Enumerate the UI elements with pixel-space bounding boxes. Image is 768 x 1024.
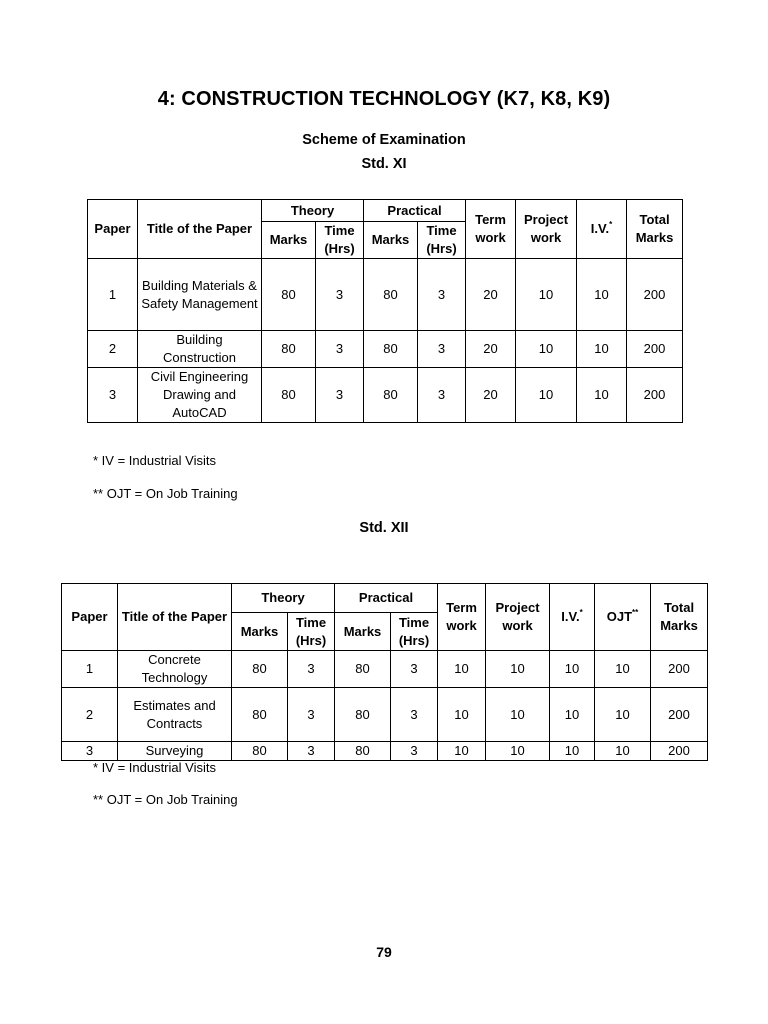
cell-iv: 10: [550, 651, 595, 688]
col-header-term-work: Term work: [438, 584, 486, 651]
cell-term-work: 10: [438, 651, 486, 688]
cell-iv: 10: [550, 742, 595, 761]
cell-iv: 10: [550, 688, 595, 742]
cell-project-work: 10: [516, 368, 577, 423]
col-header-theory: Theory: [262, 200, 364, 222]
page-title: 4: CONSTRUCTION TECHNOLOGY (K7, K8, K9): [157, 88, 611, 110]
cell-theory-time: 3: [316, 368, 364, 423]
cell-theory-time: 3: [316, 331, 364, 368]
std-xii-table: [61, 583, 708, 761]
std-xi-table: [87, 199, 683, 423]
cell-theory-time: 3: [316, 259, 364, 331]
table-row: [62, 651, 708, 688]
cell-theory-marks: 80: [232, 651, 288, 688]
col-header-practical-time: Time (Hrs): [418, 222, 466, 259]
cell-theory-marks: 80: [262, 331, 316, 368]
cell-total: 200: [627, 368, 683, 423]
cell-total: 200: [651, 688, 708, 742]
col-header-project-work: Project work: [516, 200, 577, 259]
col-header-total: Total Marks: [627, 200, 683, 259]
cell-paper: 2: [88, 331, 138, 368]
std-xii-heading: Std. XII: [359, 520, 409, 536]
cell-iv: 10: [577, 331, 627, 368]
col-header-project-work: Project work: [486, 584, 550, 651]
col-header-practical-time: Time (Hrs): [391, 613, 438, 651]
cell-total: 200: [627, 331, 683, 368]
col-header-practical: Practical: [335, 584, 438, 613]
cell-term-work: 10: [438, 742, 486, 761]
table-row: [88, 331, 683, 368]
cell-theory-time: 3: [288, 688, 335, 742]
col-header-title: Title of the Paper: [138, 200, 262, 259]
cell-paper: 3: [88, 368, 138, 423]
cell-term-work: 20: [466, 259, 516, 331]
cell-iv: 10: [577, 368, 627, 423]
cell-project-work: 10: [486, 688, 550, 742]
cell-title: Building Construction: [138, 331, 262, 368]
col-header-title: Title of the Paper: [118, 584, 232, 651]
cell-practical-time: 3: [418, 331, 466, 368]
cell-paper: 1: [88, 259, 138, 331]
col-header-iv: [577, 200, 627, 259]
footnote-ojt: ** OJT = On Job Training: [93, 792, 238, 807]
col-header-practical-marks: Marks: [335, 613, 391, 651]
footnote-iv: * IV = Industrial Visits: [93, 760, 216, 775]
cell-total: 200: [651, 742, 708, 761]
cell-project-work: 10: [516, 259, 577, 331]
cell-paper: 1: [62, 651, 118, 688]
cell-total: 200: [651, 651, 708, 688]
col-header-theory-marks: Marks: [262, 222, 316, 259]
page-number: 79: [376, 944, 392, 960]
table-row: [62, 742, 708, 761]
cell-ojt: 10: [595, 742, 651, 761]
col-header-total: Total Marks: [651, 584, 708, 651]
iv-footnote-mark: *: [579, 608, 583, 617]
col-header-theory-marks: Marks: [232, 613, 288, 651]
cell-practical-time: 3: [418, 259, 466, 331]
col-header-iv: [550, 584, 595, 651]
cell-project-work: 10: [486, 651, 550, 688]
cell-theory-time: 3: [288, 742, 335, 761]
cell-term-work: 20: [466, 331, 516, 368]
col-header-ojt: [595, 584, 651, 651]
std-xi-heading: Std. XI: [361, 156, 407, 172]
ojt-footnote-mark: **: [632, 608, 639, 617]
iv-label: I.V.: [590, 221, 610, 236]
cell-title: Building Materials & Safety Management: [138, 259, 262, 331]
cell-theory-marks: 80: [262, 368, 316, 423]
table-header-row: [62, 584, 708, 613]
cell-practical-marks: 80: [335, 742, 391, 761]
col-header-paper: Paper: [88, 200, 138, 259]
cell-theory-marks: 80: [232, 688, 288, 742]
col-header-practical-marks: Marks: [364, 222, 418, 259]
cell-title: Surveying: [118, 742, 232, 761]
cell-theory-marks: 80: [232, 742, 288, 761]
cell-practical-marks: 80: [335, 688, 391, 742]
table-header-row: [88, 200, 683, 222]
cell-practical-marks: 80: [364, 368, 418, 423]
cell-term-work: 10: [438, 688, 486, 742]
table-row: [88, 368, 683, 423]
cell-term-work: 20: [466, 368, 516, 423]
ojt-label: OJT: [606, 609, 633, 624]
cell-practical-marks: 80: [364, 331, 418, 368]
cell-theory-marks: 80: [262, 259, 316, 331]
table-row: [62, 688, 708, 742]
cell-practical-marks: 80: [364, 259, 418, 331]
cell-project-work: 10: [516, 331, 577, 368]
cell-total: 200: [627, 259, 683, 331]
cell-paper: 2: [62, 688, 118, 742]
col-header-paper: Paper: [62, 584, 118, 651]
cell-practical-time: 3: [391, 651, 438, 688]
cell-practical-time: 3: [391, 688, 438, 742]
cell-iv: 10: [577, 259, 627, 331]
col-header-theory: Theory: [232, 584, 335, 613]
cell-title: Concrete Technology: [118, 651, 232, 688]
cell-title: Civil Engineering Drawing and AutoCAD: [138, 368, 262, 423]
table-row: [88, 259, 683, 331]
col-header-theory-time: Time (Hrs): [288, 613, 335, 651]
footnote-iv: * IV = Industrial Visits: [93, 453, 216, 468]
cell-practical-time: 3: [391, 742, 438, 761]
col-header-practical: Practical: [364, 200, 466, 222]
col-header-term-work: Term work: [466, 200, 516, 259]
scheme-heading: Scheme of Examination: [302, 132, 466, 148]
iv-footnote-mark: *: [609, 220, 613, 229]
cell-title: Estimates and Contracts: [118, 688, 232, 742]
cell-practical-marks: 80: [335, 651, 391, 688]
cell-ojt: 10: [595, 651, 651, 688]
footnote-ojt: ** OJT = On Job Training: [93, 486, 238, 501]
cell-theory-time: 3: [288, 651, 335, 688]
iv-label: I.V.: [561, 609, 580, 624]
cell-project-work: 10: [486, 742, 550, 761]
col-header-theory-time: Time (Hrs): [316, 222, 364, 259]
cell-ojt: 10: [595, 688, 651, 742]
cell-paper: 3: [62, 742, 118, 761]
cell-practical-time: 3: [418, 368, 466, 423]
